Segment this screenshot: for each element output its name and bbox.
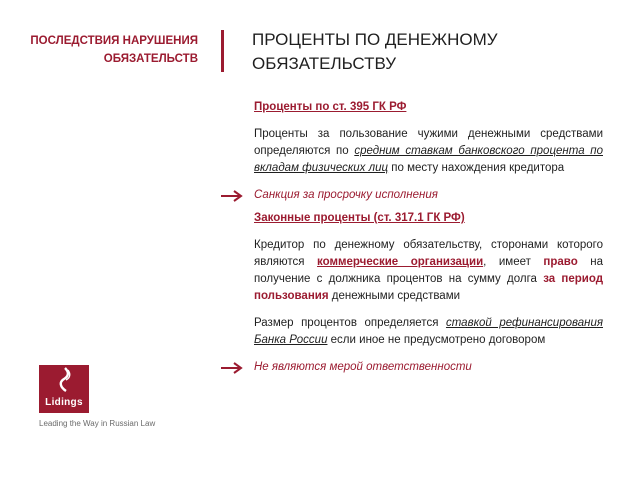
section1-conclusion — [254, 187, 603, 204]
logo-text: Lidings — [45, 397, 83, 408]
section2-conclusion-text: Не являются мерой ответственности — [254, 361, 472, 373]
page-title-line1: ПРОЦЕНТЫ ПО ДЕНЕЖНОМУ — [252, 30, 498, 49]
section-header-line2: ОБЯЗАТЕЛЬСТВ — [103, 53, 198, 65]
page-title-line2: ОБЯЗАТЕЛЬСТВУ — [252, 54, 397, 73]
section2-highlight-organizations: коммерческие организации — [317, 256, 484, 268]
header-divider — [221, 30, 224, 72]
section2-paragraph1 — [254, 237, 603, 305]
section2-highlight-right: право — [543, 256, 578, 268]
company-logo — [39, 365, 89, 413]
section2-text-e: Размер процентов определяется — [254, 317, 446, 329]
section2-highlight-period: за период пользования — [254, 273, 604, 302]
section-header — [20, 32, 198, 68]
section2-underlined: ставкой рефинансирования Банка России — [254, 317, 603, 346]
section1-text-a: Проценты за пользование чужими денежными средствами определяются по — [254, 128, 603, 157]
section2-paragraph2 — [254, 315, 603, 349]
slide-content — [254, 99, 603, 382]
arrow-right-icon — [220, 187, 244, 204]
page-title — [252, 28, 612, 76]
section2-text-c: на получение с должника процентов на сумму долга — [254, 256, 603, 285]
section1-paragraph — [254, 126, 603, 177]
section-header-line1: ПОСЛЕДСТВИЯ НАРУШЕНИЯ — [30, 35, 198, 47]
section2-text-f: если иное не предусмотрено договором — [327, 334, 546, 346]
section1-text-b: по месту нахождения кредитора — [388, 162, 565, 174]
section2-text-b: , имеет — [483, 256, 544, 268]
section1-title: Проценты по ст. 395 ГК РФ — [254, 101, 407, 113]
section2-text-a: Кредитор по денежному обязательству, сторонами которого являются — [254, 239, 603, 268]
section2-title: Законные проценты (ст. 317.1 ГК РФ) — [254, 212, 465, 224]
logo-mark-icon — [57, 367, 73, 393]
section1-conclusion-text: Санкция за просрочку исполнения — [254, 189, 438, 201]
arrow-right-icon — [220, 359, 244, 376]
section2-text-d: денежными средствами — [328, 290, 461, 302]
tagline: Leading the Way in Russian Law — [39, 419, 156, 428]
section2-conclusion — [254, 359, 603, 376]
section1-underlined: средним ставкам банковского процента по вкладам физических лиц — [254, 145, 603, 174]
